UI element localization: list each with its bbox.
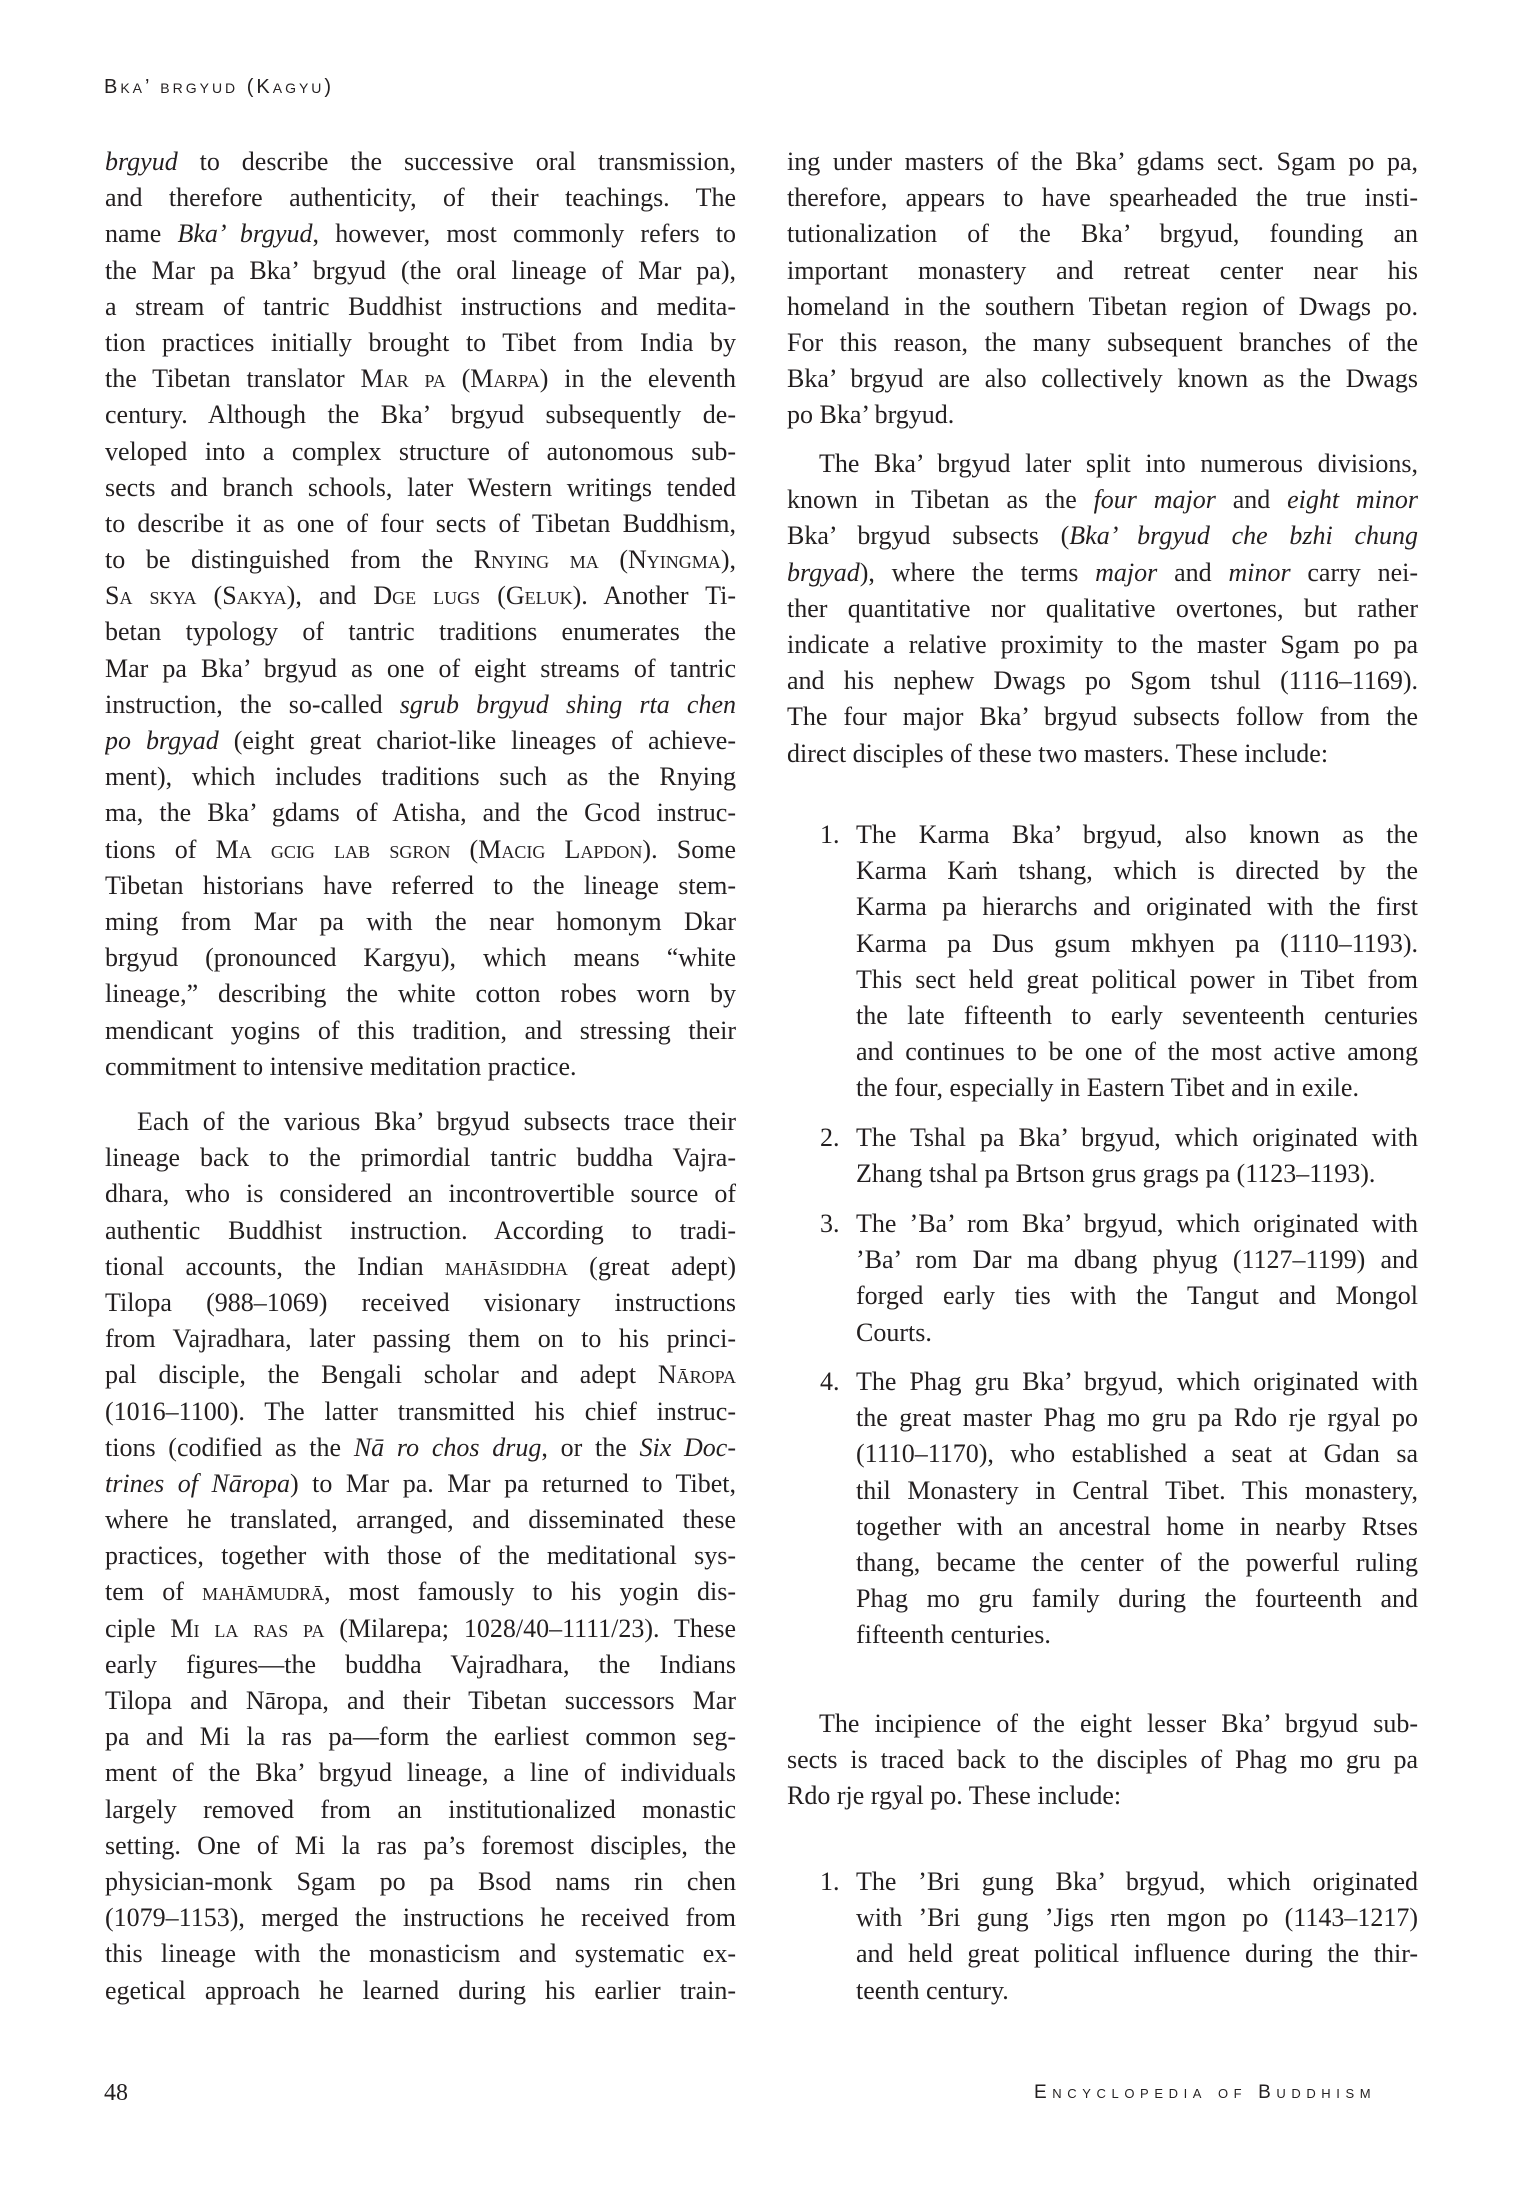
text-line: ing under masters of the Bka’ gdams sect. Sgam po pa, — [787, 147, 1418, 176]
text-line: the Mar pa Bka’ brgyud (the oral lineage of Mar pa), — [105, 255, 736, 285]
text-line: ’Ba’ rom Dar ma dbang phyug (1127–1199) and — [856, 1245, 1418, 1275]
text-line: For this reason, the many subsequent branches of the — [787, 327, 1418, 357]
text-line: brgyad), where the terms major and minor carry nei- — [787, 557, 1418, 587]
text-line: This sect held great political power in Tibet from — [856, 964, 1418, 994]
footer-book-title: Encyclopedia of Buddhism — [1034, 2082, 1377, 2103]
text-line: teenth century. — [856, 1975, 1009, 2005]
text-line: lineage back to the primordial tantric buddha Vajra- — [105, 1143, 736, 1173]
text-line: and continues to be one of the most active among — [856, 1037, 1418, 1067]
paragraph — [787, 446, 1418, 772]
text-line: practices, together with those of the meditational sys- — [105, 1541, 736, 1571]
text-line: mendicant yogins of this tradition, and stressing their — [105, 1015, 736, 1045]
text-line: po brgyad (eight great chariot-like lineages of achieve- — [105, 726, 736, 755]
text-line: indicate a relative proximity to the master Sgam po pa — [787, 629, 1418, 659]
list-number: 1. — [820, 820, 840, 849]
list-number: 2. — [820, 1123, 840, 1152]
text-line: The incipience of the eight lesser Bka’ brgyud sub- — [819, 1709, 1418, 1738]
text-line: betan typology of tantric traditions enumerates the — [105, 617, 736, 647]
text-line: Each of the various Bka’ brgyud subsects trace their — [137, 1107, 736, 1136]
paragraph — [105, 144, 736, 1085]
text-line: with ’Bri gung ’Jigs rten mgon po (1143–1217) — [856, 1903, 1418, 1933]
text-line: ming from Mar pa with the near homonym Dkar — [105, 906, 736, 936]
text-line: The Tshal pa Bka’ brgyud, which originated with — [856, 1123, 1418, 1152]
text-line: Tilopa and Nāropa, and their Tibetan successors Mar — [105, 1686, 736, 1715]
text-line: lineage,” describing the white cotton robes worn by — [105, 979, 736, 1009]
text-line: and held great political influence during the thir- — [856, 1939, 1418, 1969]
text-line: known in Tibetan as the four major and eight minor — [787, 485, 1418, 515]
text-line: the Tibetan translator Mar pa (Marpa) in the eleventh — [105, 364, 736, 394]
text-line: and his nephew Dwags po Sgom tshul (1116–1169). — [787, 666, 1418, 696]
text-line: tions (codified as the Nā ro chos drug, or the Six Doc- — [105, 1432, 736, 1462]
text-line: important monastery and retreat center near his — [787, 255, 1418, 285]
list-number: 1. — [820, 1867, 840, 1896]
list-item — [787, 1206, 1418, 1351]
text-line: Tilopa (988–1069) received visionary instructions — [105, 1287, 736, 1317]
text-line: Sa skya (Sakya), and Dge lugs (Geluk). Another Ti- — [105, 581, 736, 611]
text-line: ment of the Bka’ brgyud lineage, a line of individuals — [105, 1758, 736, 1788]
text-line: physician-monk Sgam po pa Bsod nams rin chen — [105, 1866, 736, 1896]
text-line: therefore, appears to have spearheaded the true insti- — [787, 183, 1418, 213]
text-line: to be distinguished from the Rnying ma (Nyingma), — [105, 545, 736, 575]
text-line: Rdo rje rgyal po. These include: — [787, 1781, 1122, 1811]
text-line: early figures—the buddha Vajradhara, the Indians — [105, 1649, 736, 1679]
text-line: brgyud to describe the successive oral transmission, — [105, 147, 736, 176]
text-line: Phag mo gru family during the fourteenth and — [856, 1584, 1418, 1614]
text-line: trines of Nāropa) to Mar pa. Mar pa returned to Tibet, — [105, 1468, 736, 1498]
text-line: direct disciples of these two masters. These include: — [787, 738, 1329, 768]
text-line: Karma pa Dus gsum mkhyen pa (1110–1193). — [856, 928, 1418, 958]
list-item — [787, 1364, 1418, 1654]
text-line: homeland in the southern Tibetan region of Dwags po. — [787, 291, 1418, 321]
text-line: po Bka’ brgyud. — [787, 400, 955, 430]
paragraph — [787, 1706, 1418, 1815]
text-line: The Bka’ brgyud later split into numerous divisions, — [819, 449, 1418, 478]
text-line: (1016–1100). The latter transmitted his chief instruc- — [105, 1396, 736, 1426]
text-line: a stream of tantric Buddhist instructions and medita- — [105, 291, 736, 321]
text-line: name Bka’ brgyud, however, most commonly refers to — [105, 219, 736, 249]
text-line: (1079–1153), merged the instructions he received from — [105, 1903, 736, 1933]
text-line: this lineage with the monasticism and systematic ex- — [105, 1939, 736, 1969]
text-line: The ’Ba’ rom Bka’ brgyud, which originated with — [856, 1209, 1418, 1238]
text-line: sects and branch schools, later Western writings tended — [105, 472, 736, 502]
text-line: where he translated, arranged, and disseminated these — [105, 1505, 736, 1535]
text-line: ciple Mi la ras pa (Milarepa; 1028/40–1111/23). These — [105, 1613, 736, 1643]
text-line: setting. One of Mi la ras pa’s foremost disciples, the — [105, 1830, 736, 1860]
text-line: Mar pa Bka’ brgyud as one of eight streams of tantric — [105, 653, 736, 683]
text-line: instruction, the so-called sgrub brgyud shing rta chen — [105, 689, 736, 719]
text-line: pa and Mi la ras pa—form the earliest common seg- — [105, 1722, 736, 1752]
text-line: brgyud (pronounced Kargyu), which means “white — [105, 943, 736, 973]
text-line: Bka’ brgyud are also collectively known as the Dwags — [787, 364, 1418, 394]
text-line: egetical approach he learned during his earlier train- — [105, 1975, 736, 2005]
text-line: Bka’ brgyud subsects (Bka’ brgyud che bzhi chung — [787, 521, 1418, 551]
text-line: The ’Bri gung Bka’ brgyud, which originated — [856, 1867, 1418, 1896]
list-number: 3. — [820, 1209, 840, 1238]
text-line: The four major Bka’ brgyud subsects follow from the — [787, 702, 1418, 732]
list-item — [787, 1864, 1418, 2009]
text-line: Zhang tshal pa Brtson grus grags pa (1123–1193). — [856, 1159, 1376, 1189]
text-line: the four, especially in Eastern Tibet and in exile. — [856, 1073, 1359, 1103]
list-number: 4. — [820, 1367, 840, 1396]
text-line: forged early ties with the Tangut and Mongol — [856, 1281, 1418, 1311]
text-line: thang, became the center of the powerful ruling — [856, 1547, 1418, 1577]
text-line: tional accounts, the Indian mahāsiddha (great adept) — [105, 1251, 736, 1281]
text-line: veloped into a complex structure of autonomous sub- — [105, 436, 736, 466]
text-line: (1110–1170), who established a seat at Gdan sa — [856, 1439, 1418, 1469]
text-line: The Karma Bka’ brgyud, also known as the — [856, 820, 1418, 849]
text-line: Karma pa hierarchs and originated with the first — [856, 892, 1418, 922]
text-line: together with an ancestral home in nearby Rtses — [856, 1511, 1418, 1541]
text-line: ment), which includes traditions such as the Rnying — [105, 762, 736, 792]
text-line: tions of Ma gcig lab sgron (Macig Lapdon). Some — [105, 834, 736, 864]
page-number: 48 — [104, 2080, 128, 2106]
text-line: fifteenth centuries. — [856, 1620, 1051, 1650]
text-line: century. Although the Bka’ brgyud subsequently de- — [105, 400, 736, 430]
paragraph — [105, 1104, 736, 2009]
paragraph — [787, 144, 1418, 434]
text-line: to describe it as one of four sects of Tibetan Buddhism, — [105, 508, 736, 538]
text-line: tem of mahāmudrā, most famously to his yogin dis- — [105, 1577, 736, 1607]
text-line: the great master Phag mo gru pa Rdo rje rgyal po — [856, 1403, 1418, 1433]
text-line: The Phag gru Bka’ brgyud, which originated with — [856, 1367, 1418, 1396]
text-line: largely removed from an institutionalized monastic — [105, 1794, 736, 1824]
text-line: commitment to intensive meditation practice. — [105, 1051, 577, 1081]
text-line: ther quantitative nor qualitative overtones, but rather — [787, 593, 1418, 623]
text-line: Karma Kaṁ tshang, which is directed by the — [856, 856, 1418, 886]
text-line: and therefore authenticity, of their teachings. The — [105, 183, 736, 213]
text-line: Courts. — [856, 1317, 932, 1347]
text-line: the late fifteenth to early seventeenth centuries — [856, 1000, 1418, 1030]
list-item — [787, 817, 1418, 1107]
text-line: tutionalization of the Bka’ brgyud, founding an — [787, 219, 1418, 249]
running-head: Bka’ brgyud (Kagyu) — [104, 76, 335, 98]
text-line: thil Monastery in Central Tibet. This monastery, — [856, 1475, 1418, 1505]
text-line: sects is traced back to the disciples of Phag mo gru pa — [787, 1745, 1418, 1775]
text-line: ma, the Bka’ gdams of Atisha, and the Gcod instruc- — [105, 798, 736, 828]
text-line: Tibetan historians have referred to the lineage stem- — [105, 870, 736, 900]
text-line: from Vajradhara, later passing them on to his princi- — [105, 1324, 736, 1354]
text-line: authentic Buddhist instruction. According to tradi- — [105, 1215, 736, 1245]
text-line: tion practices initially brought to Tibet from India by — [105, 327, 736, 357]
list-item — [787, 1120, 1418, 1192]
text-line: pal disciple, the Bengali scholar and adept Nāropa — [105, 1360, 736, 1390]
text-line: dhara, who is considered an incontrovertible source of — [105, 1179, 736, 1209]
